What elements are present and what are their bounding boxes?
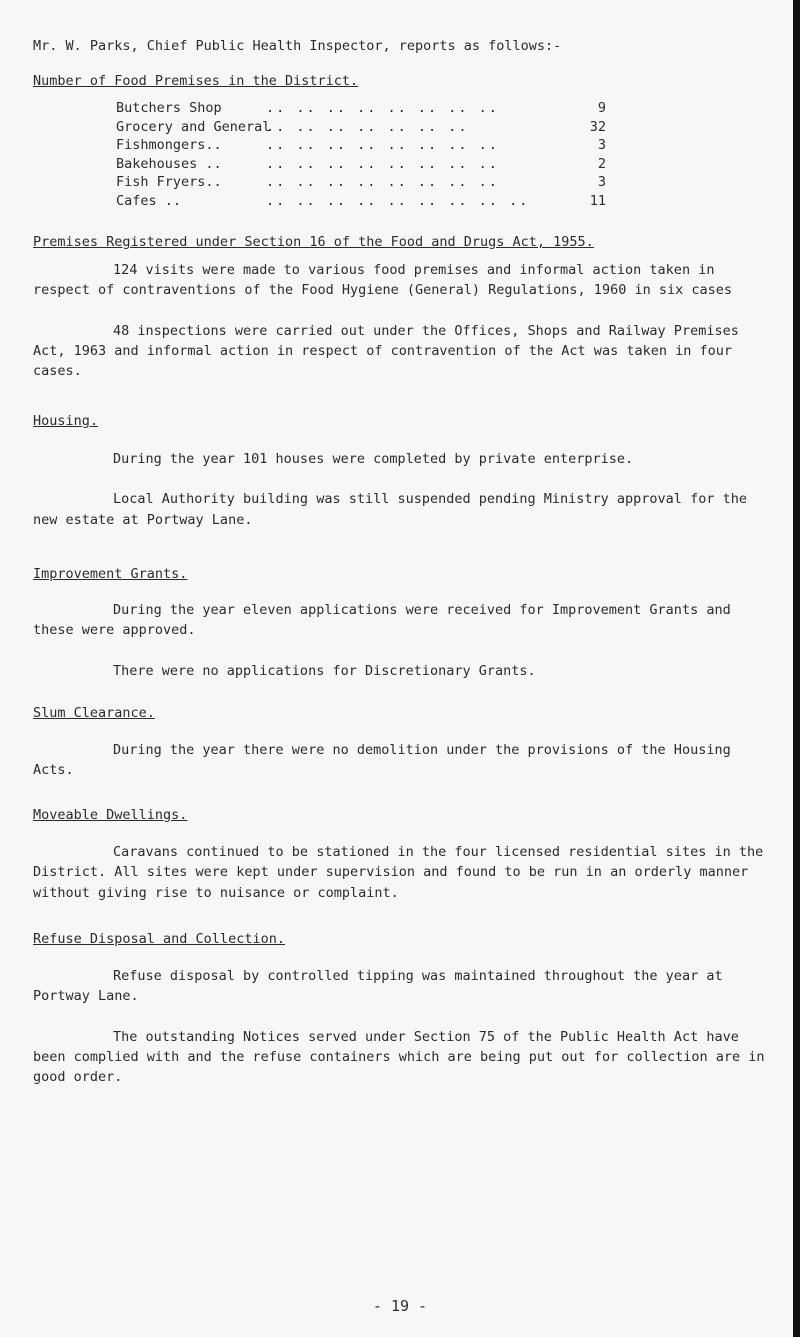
table-row bbox=[116, 117, 606, 136]
moveable-paragraph-1: Caravans continued to be stationed in the four licensed residential sites in the District. All sites were kept under supervision and found to be run in an orderly manner without giving rise to nuisance or complaint. bbox=[33, 844, 764, 901]
refuse-heading: Refuse Disposal and Collection. bbox=[33, 931, 285, 947]
refuse-section bbox=[33, 966, 773, 1087]
slum-heading: Slum Clearance. bbox=[33, 705, 155, 721]
refuse-paragraph-1: Refuse disposal by controlled tipping was maintained throughout the year at Portway Lane. bbox=[33, 968, 723, 1005]
leader-dots: .. .. .. .. .. .. .. .. .. bbox=[266, 192, 530, 209]
page-number: - 19 - bbox=[372, 1297, 428, 1315]
slum-section bbox=[33, 740, 773, 781]
premises-count: 2 bbox=[597, 155, 606, 172]
table-row bbox=[116, 98, 606, 117]
housing-paragraph-1: During the year 101 houses were completed by private enterprise. bbox=[113, 451, 634, 467]
scan-edge bbox=[793, 0, 800, 1337]
improvement-paragraph-2: There were no applications for Discretionary Grants. bbox=[113, 662, 536, 679]
premises-type: Cafes .. bbox=[116, 192, 182, 209]
improvement-section bbox=[33, 600, 773, 681]
premises-type: Grocery and General bbox=[116, 118, 271, 135]
housing-paragraph-2: Local Authority building was still suspended pending Ministry approval for the new estate at Portway Lane. bbox=[33, 491, 747, 528]
registered-paragraph-2: 48 inspections were carried out under the Offices, Shops and Railway Premises Act, 1963 and informal action in respect of contravention of the Act was taken in four cases. bbox=[33, 322, 739, 379]
leader-dots: .. .. .. .. .. .. .. bbox=[266, 118, 469, 135]
improvement-paragraph-1: During the year eleven applications were received for Improvement Grants and these were approved. bbox=[33, 602, 731, 639]
registered-heading: Premises Registered under Section 16 of the Food and Drugs Act, 1955. bbox=[33, 234, 594, 250]
table-row bbox=[116, 172, 606, 191]
leader-dots: .. .. .. .. .. .. .. .. bbox=[266, 155, 499, 172]
improvement-heading: Improvement Grants. bbox=[33, 566, 188, 582]
premises-type: Fish Fryers.. bbox=[116, 174, 222, 190]
premises-count: 3 bbox=[597, 174, 606, 190]
food-premises-heading: Number of Food Premises in the District. bbox=[33, 73, 359, 89]
premises-count: 3 bbox=[597, 137, 606, 153]
refuse-paragraph-2: The outstanding Notices served under Section 75 of the Public Health Act have been complied with and the refuse containers which are being put out for collection are in good order. bbox=[33, 1028, 765, 1085]
table-row bbox=[116, 191, 606, 210]
housing-section bbox=[33, 449, 773, 530]
premises-count: 9 bbox=[597, 100, 606, 116]
premises-type: Fishmongers.. bbox=[116, 137, 222, 153]
leader-dots: .. .. .. .. .. .. .. .. bbox=[266, 137, 499, 153]
table-row bbox=[116, 135, 606, 154]
moveable-heading: Moveable Dwellings. bbox=[33, 807, 188, 823]
registered-section bbox=[33, 260, 773, 381]
food-premises-table bbox=[116, 98, 606, 209]
table-row bbox=[116, 154, 606, 173]
premises-count: 11 bbox=[589, 192, 606, 209]
slum-paragraph-1: During the year there were no demolition under the provisions of the Housing Acts. bbox=[33, 742, 731, 779]
premises-type: Butchers Shop bbox=[116, 100, 222, 116]
report-intro: Mr. W. Parks, Chief Public Health Inspector, reports as follows:- bbox=[33, 38, 562, 54]
leader-dots: .. .. .. .. .. .. .. .. bbox=[266, 100, 499, 116]
premises-count: 32 bbox=[589, 118, 606, 135]
housing-heading: Housing. bbox=[33, 413, 99, 429]
registered-paragraph-1: 124 visits were made to various food premises and informal action taken in respect of contraventions of the Food Hygiene (General) Regulations, 1960 in six cases bbox=[33, 262, 732, 299]
premises-type: Bakehouses .. bbox=[116, 155, 222, 172]
leader-dots: .. .. .. .. .. .. .. .. bbox=[266, 174, 499, 190]
moveable-section bbox=[33, 842, 773, 903]
